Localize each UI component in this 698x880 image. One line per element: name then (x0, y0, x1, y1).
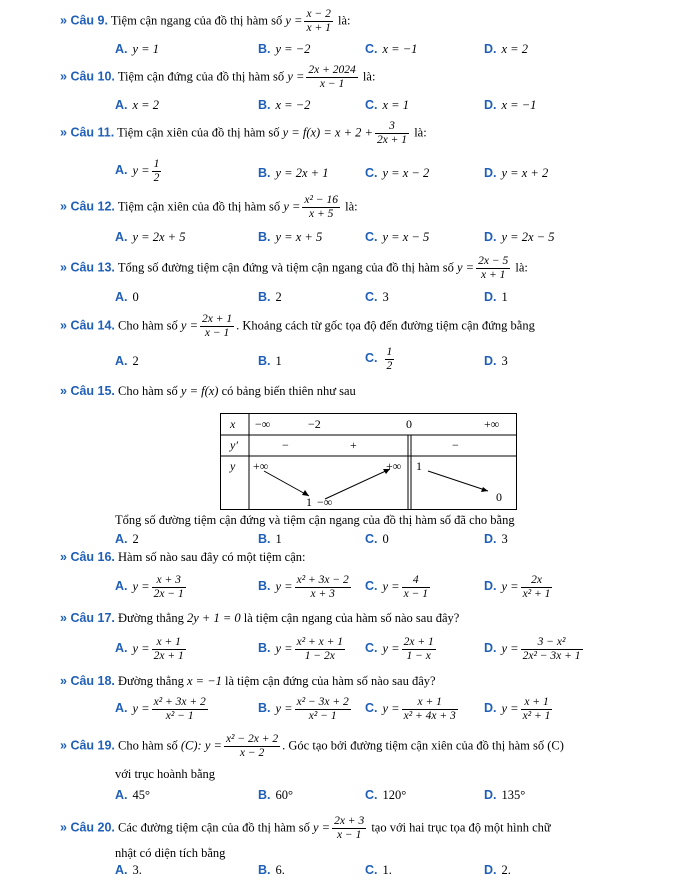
option-c[interactable]: C. y = x − 2 (365, 166, 430, 180)
question-12 (60, 194, 358, 221)
bullet-icon: » (60, 13, 71, 28)
variation-table (220, 413, 517, 510)
option-d[interactable]: D. x = 2 (484, 42, 528, 56)
question-11 (60, 120, 427, 147)
question-number: » Câu 14. (60, 318, 115, 333)
formula-lhs: y = (180, 318, 198, 333)
x-value: 0 (406, 417, 412, 431)
question-tail: là: (414, 125, 427, 140)
option-a[interactable]: A. x = 2 (115, 98, 159, 112)
question-text: Các đường tiệm cận của đồ thị hàm số (118, 820, 310, 835)
fraction: $\frac{x + 1}{2x + 1}$ (153, 636, 184, 662)
bullet-icon: » (60, 738, 71, 753)
question-tail: . Khoảng cách từ gốc tọa độ đến đường tiệm cận đứng bằng (236, 318, 535, 333)
fraction: $\frac{\text{3 − x²}}{\text{2x² − 3x + 1}}$ (522, 636, 581, 662)
question-tail: là tiệm cận đứng của hàm số nào sau đây? (225, 674, 436, 688)
option-d[interactable]: D. 1 (484, 290, 508, 304)
bullet-icon: » (60, 69, 71, 84)
option-c[interactable]: C. x = −1 (365, 42, 418, 56)
question-text: Cho hàm số (118, 384, 178, 398)
question-text: Tiệm cận ngang của đồ thị hàm số (110, 13, 283, 28)
question-19-line2: với trục hoành bằng (115, 767, 215, 781)
fraction: $\frac{\text{x² + x + 1}}{1 - 2x}$ (296, 636, 344, 662)
option-b[interactable]: B. 60° (258, 788, 293, 802)
option-c[interactable]: C. $\frac{1}{2}$ (365, 346, 393, 372)
y-value: 0 (496, 490, 502, 504)
question-number: » Câu 11. (60, 125, 115, 140)
question-20-line2: nhật có diện tích bằng (115, 846, 226, 860)
option-d[interactable]: D. y = 2x − 5 (484, 230, 555, 244)
option-c[interactable]: C. y = $\frac{2x + 1}{1 - x}$ (365, 636, 434, 662)
bullet-icon: » (60, 318, 71, 333)
formula-lhs: y = (283, 199, 301, 214)
fraction: $\frac{4}{x - 1}$ (403, 574, 428, 600)
sign: − (452, 438, 459, 452)
fraction: $\frac{\text{x² − 3x + 2}}{\text{x² − 1}}$ (296, 696, 349, 722)
formula-lhs: y = (287, 69, 305, 84)
option-d[interactable]: D. 2. (484, 863, 511, 877)
option-d[interactable]: D. 135° (484, 788, 526, 802)
x-value: −∞ (255, 417, 271, 431)
question-tail: . Góc tạo bởi đường tiệm cận xiên của đồ thị hàm số (C) (282, 738, 564, 753)
question-15 (60, 384, 356, 399)
option-a[interactable]: A. y = 1 (115, 42, 159, 56)
question-tail: là: (345, 199, 358, 214)
option-d[interactable]: D. y = x + 2 (484, 166, 549, 180)
question-13 (60, 255, 528, 282)
question-16 (60, 550, 305, 565)
sign: + (350, 438, 357, 452)
question-text: Cho hàm số (118, 738, 178, 753)
option-b[interactable]: B. 1 (258, 354, 282, 368)
option-a[interactable]: A. y = 2x + 5 (115, 230, 186, 244)
formula-lhs: y = (312, 820, 331, 835)
option-d[interactable]: D. y = $\frac{\text{3 − x²}}{\text{2x² − 3x + 1}}$ (484, 636, 581, 662)
option-b[interactable]: B. y = $\frac{\text{x² − 3x + 2}}{\text{x² − 1}}$ (258, 696, 349, 722)
arrow-down-2 (428, 471, 488, 491)
bullet-icon: » (60, 611, 71, 625)
question-text: Tiệm cận xiên của đồ thị hàm số (117, 125, 280, 140)
sign: − (282, 438, 289, 452)
question-number: » Câu 12. (60, 199, 115, 214)
question-number: » Câu 9. (60, 13, 108, 28)
x-value: +∞ (484, 417, 500, 431)
question-text: Đường thẳng (118, 674, 184, 688)
option-c[interactable]: C. y = $\frac{4}{x - 1}$ (365, 574, 428, 600)
question-number: » Câu 16. (60, 550, 115, 564)
fraction: $\frac{x + 1}{\text{x² + 4x + 3}}$ (403, 696, 456, 722)
fraction: $\frac{1}{2}$ (153, 158, 160, 184)
question-number: » Câu 10. (60, 69, 115, 84)
question-tail: là: (515, 260, 528, 275)
arrow-up (325, 469, 390, 499)
y-value: +∞ (386, 459, 402, 473)
option-b[interactable]: B. y = $\frac{\text{x² + x + 1}}{1 - 2x}$ (258, 636, 344, 662)
row-label-x: x (230, 417, 236, 431)
bullet-icon: » (60, 125, 71, 140)
y-value: 1 (416, 459, 422, 473)
option-c[interactable]: C. 0 (365, 532, 389, 546)
fraction: $\frac{x - 2}{x + 1}$ (306, 8, 331, 34)
formula-lhs: y = (285, 13, 303, 28)
question-text: Hàm số nào sau đây có một tiệm cận: (118, 550, 306, 564)
option-c[interactable]: C. y = x − 5 (365, 230, 430, 244)
option-a[interactable]: A. 0 (115, 290, 139, 304)
option-b[interactable]: B. 6. (258, 863, 285, 877)
formula-expr: y = f(x) (180, 384, 219, 398)
question-text: Tiệm cận xiên của đồ thị hàm số (117, 199, 281, 214)
bullet-icon: » (60, 199, 71, 214)
option-a[interactable]: A. y = $\frac{x + 3}{2x - 1}$ (115, 574, 184, 600)
question-tail: là tiệm cận ngang của hàm số nào sau đây? (243, 611, 460, 625)
fraction: $\frac{2x - 5}{x + 1}$ (478, 255, 509, 281)
option-a[interactable]: A. 45° (115, 788, 150, 802)
option-d[interactable]: D. x = −1 (484, 98, 537, 112)
question-10 (60, 64, 375, 91)
fraction: $\frac{1}{2}$ (386, 346, 393, 372)
option-c[interactable]: C. 120° (365, 788, 407, 802)
option-a[interactable]: A. 2 (115, 354, 139, 368)
bullet-icon: » (60, 674, 71, 688)
question-number: » Câu 18. (60, 674, 115, 688)
question-18 (60, 674, 436, 689)
question-text: Đường thẳng (118, 611, 184, 625)
question-text: Tiệm cận đứng của đồ thị hàm số (117, 69, 285, 84)
fraction: $\frac{2x + 1}{1 - x}$ (403, 636, 434, 662)
option-b[interactable]: B. x = −2 (258, 98, 311, 112)
question-number: » Câu 15. (60, 384, 115, 398)
question-19 (60, 733, 564, 760)
option-b[interactable]: B. y = 2x + 1 (258, 166, 329, 180)
question-text: Cho hàm số (118, 318, 178, 333)
fraction: $\frac{2x + 1}{x - 1}$ (202, 313, 233, 339)
question-number: » Câu 20. (60, 820, 115, 835)
option-b[interactable]: B. y = −2 (258, 42, 311, 56)
bullet-icon: » (60, 260, 71, 275)
formula-expr: 2y + 1 = 0 (186, 611, 241, 625)
bullet-icon: » (60, 820, 71, 835)
question-tail: có bảng biến thiên như sau (221, 384, 356, 398)
arrow-down-1 (264, 471, 309, 496)
x-value: −2 (308, 417, 321, 431)
row-label-y: y (230, 459, 236, 473)
option-a[interactable]: A. 2 (115, 532, 139, 546)
question-20 (60, 815, 551, 842)
fraction: $\frac{\text{x² + 3x − 2}}{x + 3}$ (296, 574, 349, 600)
option-d[interactable]: D. y = $\frac{x + 1}{\text{x² + 1}}$ (484, 696, 551, 722)
option-c[interactable]: C. y = $\frac{x + 1}{\text{x² + 4x + 3}}$ (365, 696, 456, 722)
formula-expr: y = f(x) = x + 2 + (282, 125, 373, 140)
question-tail: tạo với hai trục tọa độ một hình chữ (371, 820, 551, 835)
option-c[interactable]: C. 3 (365, 290, 389, 304)
question-number: » Câu 17. (60, 611, 115, 625)
fraction: $\frac{2x + 3}{x - 1}$ (334, 815, 365, 841)
fraction: $\frac{\text{x² − 2x + 2}}{x - 2}$ (225, 733, 279, 759)
y-value: −∞ (317, 495, 333, 509)
y-value: 1 (306, 495, 312, 509)
row-label-yprime: y′ (230, 438, 238, 452)
fraction: $\frac{x + 1}{\text{x² + 1}}$ (522, 696, 551, 722)
option-d[interactable]: D. 3 (484, 532, 508, 546)
option-d[interactable]: D. 3 (484, 354, 508, 368)
formula-expr: x = −1 (186, 674, 222, 688)
option-b[interactable]: B. 1 (258, 532, 282, 546)
question-number: » Câu 13. (60, 260, 115, 275)
question-tail: là: (362, 69, 376, 84)
fraction: $\frac{\text{x² − 16}}{x + 5}$ (304, 194, 338, 220)
option-b[interactable]: B. y = x + 5 (258, 230, 323, 244)
option-a[interactable]: A. y = $\frac{\text{x² + 3x + 2}}{\text{x² − 1}}$ (115, 696, 206, 722)
option-c[interactable]: C. x = 1 (365, 98, 409, 112)
option-a[interactable]: A. y = $\frac{1}{2}$ (115, 158, 160, 184)
formula-expr: (C): y = (180, 738, 222, 753)
formula-lhs: y = (457, 260, 475, 275)
question-9 (60, 8, 350, 35)
fraction: $\frac{x + 3}{2x - 1}$ (153, 574, 184, 600)
fraction: $\frac{2x}{\text{x² + 1}}$ (522, 574, 551, 600)
question-14 (60, 313, 535, 340)
question-text: Tổng số đường tiệm cận đứng và tiệm cận ngang của đồ thị hàm số (117, 260, 454, 275)
option-c[interactable]: C. 1. (365, 863, 392, 877)
y-value: +∞ (253, 459, 269, 473)
fraction: $\frac{3}{2x + 1}$ (376, 120, 408, 146)
fraction: $\frac{\text{x² + 3x + 2}}{\text{x² − 1}}$ (153, 696, 206, 722)
question-15-sub: Tổng số đường tiệm cận đứng và tiệm cận ngang của đồ thị hàm số đã cho bằng (115, 513, 515, 527)
option-a[interactable]: A. 3. (115, 863, 142, 877)
question-number: » Câu 19. (60, 738, 115, 753)
option-b[interactable]: B. 2 (258, 290, 282, 304)
question-tail: là: (337, 13, 351, 28)
fraction: $\frac{2x + 2024}{x - 1}$ (308, 64, 356, 90)
option-d[interactable]: D. y = $\frac{2x}{\text{x² + 1}}$ (484, 574, 551, 600)
bullet-icon: » (60, 384, 71, 398)
option-a[interactable]: A. y = $\frac{x + 1}{2x + 1}$ (115, 636, 184, 662)
bullet-icon: » (60, 550, 71, 564)
question-17 (60, 611, 459, 626)
option-b[interactable]: B. y = $\frac{\text{x² + 3x − 2}}{x + 3}$ (258, 574, 349, 600)
